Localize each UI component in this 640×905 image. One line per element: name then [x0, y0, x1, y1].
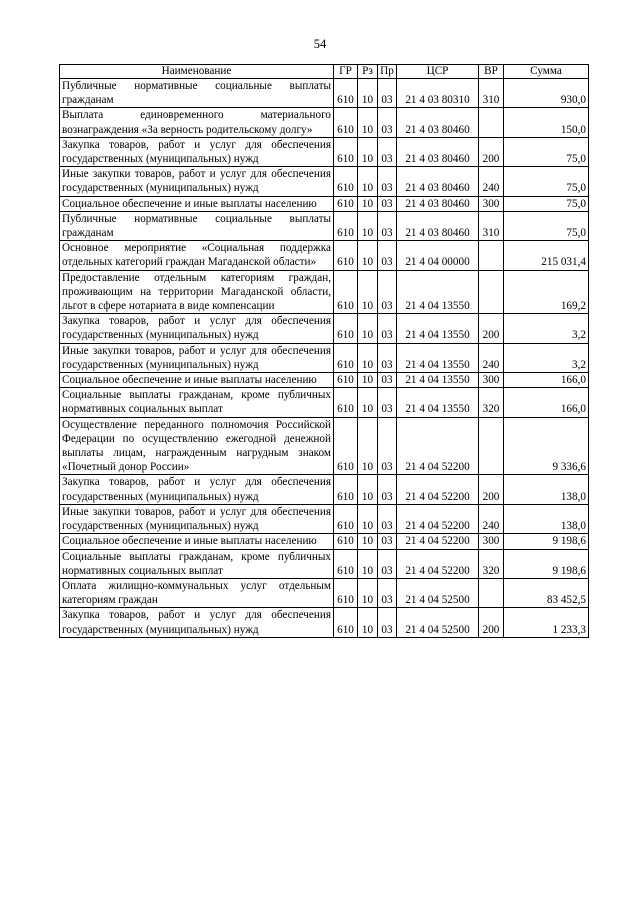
cell-pr: 03 — [378, 137, 397, 166]
table-row — [60, 196, 589, 211]
cell-sum: 169,2 — [504, 270, 589, 314]
budget-table — [59, 64, 589, 638]
table-row — [60, 108, 589, 137]
cell-csr: 21 4 04 13550 — [397, 270, 479, 314]
cell-sum: 9 336,6 — [504, 417, 589, 475]
cell-pr: 03 — [378, 608, 397, 637]
cell-rz: 10 — [358, 373, 378, 388]
header-name: Наименование — [60, 65, 334, 79]
cell-pr: 03 — [378, 167, 397, 196]
cell-gr: 610 — [334, 373, 358, 388]
cell-csr: 21 4 03 80460 — [397, 137, 479, 166]
table-row — [60, 417, 589, 475]
cell-rz: 10 — [358, 314, 378, 343]
cell-vr: 240 — [479, 167, 504, 196]
cell-sum: 138,0 — [504, 504, 589, 533]
cell-name: Публичные нормативные социальные выплаты гражданам — [60, 211, 334, 240]
cell-vr: 310 — [479, 211, 504, 240]
cell-vr: 200 — [479, 137, 504, 166]
cell-sum: 9 198,6 — [504, 534, 589, 549]
cell-gr: 610 — [334, 549, 358, 578]
table-row — [60, 241, 589, 270]
table-row — [60, 388, 589, 417]
table-row — [60, 137, 589, 166]
cell-name: Публичные нормативные социальные выплаты гражданам — [60, 79, 334, 108]
cell-gr: 610 — [334, 578, 358, 607]
cell-gr: 610 — [334, 167, 358, 196]
cell-name: Осуществление переданного полномочия Российской Федерации по осуществлению ежегодной денежной выплаты лицам, награжденным нагрудным знаком «Почетный донор России» — [60, 417, 334, 475]
cell-name: Закупка товаров, работ и услуг для обеспечения государственных (муниципальных) нужд — [60, 314, 334, 343]
cell-gr: 610 — [334, 137, 358, 166]
table-header-row — [60, 65, 589, 79]
cell-rz: 10 — [358, 270, 378, 314]
cell-pr: 03 — [378, 475, 397, 504]
table-row — [60, 578, 589, 607]
cell-pr: 03 — [378, 373, 397, 388]
cell-sum: 83 452,5 — [504, 578, 589, 607]
cell-name: Предоставление отдельным категориям граждан, проживающим на территории Магаданской области, льгот в сфере нотариата в виде компенсации — [60, 270, 334, 314]
cell-sum: 75,0 — [504, 196, 589, 211]
cell-csr: 21 4 04 52200 — [397, 549, 479, 578]
cell-name: Социальное обеспечение и иные выплаты населению — [60, 534, 334, 549]
cell-pr: 03 — [378, 504, 397, 533]
cell-vr: 310 — [479, 79, 504, 108]
cell-csr: 21 4 04 52200 — [397, 417, 479, 475]
cell-gr: 610 — [334, 241, 358, 270]
cell-rz: 10 — [358, 578, 378, 607]
cell-sum: 215 031,4 — [504, 241, 589, 270]
cell-csr: 21 4 04 52200 — [397, 475, 479, 504]
cell-sum: 1 233,3 — [504, 608, 589, 637]
header-vr: ВР — [479, 65, 504, 79]
cell-csr: 21 4 03 80460 — [397, 196, 479, 211]
table-row — [60, 373, 589, 388]
cell-pr: 03 — [378, 343, 397, 372]
cell-csr: 21 4 04 13550 — [397, 388, 479, 417]
cell-sum: 930,0 — [504, 79, 589, 108]
cell-gr: 610 — [334, 79, 358, 108]
table-row — [60, 475, 589, 504]
cell-sum: 166,0 — [504, 373, 589, 388]
cell-gr: 610 — [334, 417, 358, 475]
cell-sum: 9 198,6 — [504, 549, 589, 578]
cell-name: Иные закупки товаров, работ и услуг для обеспечения государственных (муниципальных) нужд — [60, 504, 334, 533]
cell-gr: 610 — [334, 343, 358, 372]
cell-rz: 10 — [358, 167, 378, 196]
table-row — [60, 549, 589, 578]
cell-name: Закупка товаров, работ и услуг для обеспечения государственных (муниципальных) нужд — [60, 475, 334, 504]
table-row — [60, 314, 589, 343]
cell-name: Оплата жилищно-коммунальных услуг отдельным категориям граждан — [60, 578, 334, 607]
cell-pr: 03 — [378, 79, 397, 108]
cell-csr: 21 4 04 52500 — [397, 578, 479, 607]
cell-gr: 610 — [334, 534, 358, 549]
cell-name: Закупка товаров, работ и услуг для обеспечения государственных (муниципальных) нужд — [60, 137, 334, 166]
cell-vr: 200 — [479, 608, 504, 637]
cell-sum: 3,2 — [504, 314, 589, 343]
cell-rz: 10 — [358, 504, 378, 533]
cell-sum: 138,0 — [504, 475, 589, 504]
cell-name: Социальное обеспечение и иные выплаты населению — [60, 373, 334, 388]
cell-name: Основное мероприятие «Социальная поддержка отдельных категорий граждан Магаданской области» — [60, 241, 334, 270]
cell-rz: 10 — [358, 241, 378, 270]
header-rz: Рз — [358, 65, 378, 79]
cell-gr: 610 — [334, 504, 358, 533]
table-row — [60, 504, 589, 533]
cell-rz: 10 — [358, 137, 378, 166]
cell-sum: 75,0 — [504, 211, 589, 240]
cell-gr: 610 — [334, 270, 358, 314]
cell-name: Социальные выплаты гражданам, кроме публичных нормативных социальных выплат — [60, 388, 334, 417]
table-row — [60, 343, 589, 372]
cell-name: Закупка товаров, работ и услуг для обеспечения государственных (муниципальных) нужд — [60, 608, 334, 637]
cell-csr: 21 4 03 80460 — [397, 167, 479, 196]
cell-csr: 21 4 04 13550 — [397, 373, 479, 388]
cell-vr: 240 — [479, 343, 504, 372]
cell-vr: 200 — [479, 314, 504, 343]
cell-sum: 3,2 — [504, 343, 589, 372]
cell-sum: 75,0 — [504, 137, 589, 166]
cell-csr: 21 4 04 52500 — [397, 608, 479, 637]
cell-vr — [479, 578, 504, 607]
cell-rz: 10 — [358, 343, 378, 372]
cell-vr — [479, 241, 504, 270]
cell-name: Выплата единовременного материального вознаграждения «За верность родительскому долгу» — [60, 108, 334, 137]
cell-gr: 610 — [334, 608, 358, 637]
cell-csr: 21 4 04 00000 — [397, 241, 479, 270]
cell-rz: 10 — [358, 196, 378, 211]
header-pr: Пр — [378, 65, 397, 79]
cell-vr: 300 — [479, 534, 504, 549]
cell-pr: 03 — [378, 417, 397, 475]
cell-gr: 610 — [334, 314, 358, 343]
cell-pr: 03 — [378, 270, 397, 314]
cell-csr: 21 4 03 80460 — [397, 211, 479, 240]
cell-rz: 10 — [358, 608, 378, 637]
cell-pr: 03 — [378, 211, 397, 240]
cell-pr: 03 — [378, 108, 397, 137]
cell-sum: 150,0 — [504, 108, 589, 137]
cell-csr: 21 4 04 52200 — [397, 504, 479, 533]
cell-gr: 610 — [334, 211, 358, 240]
cell-pr: 03 — [378, 549, 397, 578]
cell-vr: 200 — [479, 475, 504, 504]
cell-pr: 03 — [378, 196, 397, 211]
cell-rz: 10 — [358, 211, 378, 240]
cell-vr: 320 — [479, 388, 504, 417]
header-sum: Сумма — [504, 65, 589, 79]
cell-rz: 10 — [358, 108, 378, 137]
cell-csr: 21 4 04 52200 — [397, 534, 479, 549]
cell-pr: 03 — [378, 241, 397, 270]
header-gr: ГР — [334, 65, 358, 79]
cell-pr: 03 — [378, 578, 397, 607]
table-row — [60, 534, 589, 549]
cell-vr — [479, 108, 504, 137]
cell-rz: 10 — [358, 417, 378, 475]
cell-name: Иные закупки товаров, работ и услуг для обеспечения государственных (муниципальных) нужд — [60, 343, 334, 372]
table-row — [60, 79, 589, 108]
cell-name: Социальные выплаты гражданам, кроме публичных нормативных социальных выплат — [60, 549, 334, 578]
table-body — [60, 79, 589, 638]
cell-sum: 166,0 — [504, 388, 589, 417]
cell-pr: 03 — [378, 314, 397, 343]
table-row — [60, 211, 589, 240]
cell-gr: 610 — [334, 475, 358, 504]
cell-csr: 21 4 04 13550 — [397, 314, 479, 343]
cell-vr — [479, 417, 504, 475]
cell-vr: 320 — [479, 549, 504, 578]
cell-name: Иные закупки товаров, работ и услуг для обеспечения государственных (муниципальных) нужд — [60, 167, 334, 196]
cell-csr: 21 4 03 80460 — [397, 108, 479, 137]
cell-vr — [479, 270, 504, 314]
header-csr: ЦСР — [397, 65, 479, 79]
cell-vr: 300 — [479, 196, 504, 211]
cell-vr: 300 — [479, 373, 504, 388]
cell-csr: 21 4 03 80310 — [397, 79, 479, 108]
cell-pr: 03 — [378, 388, 397, 417]
cell-rz: 10 — [358, 388, 378, 417]
cell-rz: 10 — [358, 549, 378, 578]
cell-vr: 240 — [479, 504, 504, 533]
cell-rz: 10 — [358, 79, 378, 108]
table-row — [60, 270, 589, 314]
cell-name: Социальное обеспечение и иные выплаты населению — [60, 196, 334, 211]
cell-rz: 10 — [358, 475, 378, 504]
cell-sum: 75,0 — [504, 167, 589, 196]
cell-rz: 10 — [358, 534, 378, 549]
page-number: 54 — [313, 37, 327, 51]
cell-csr: 21 4 04 13550 — [397, 343, 479, 372]
cell-gr: 610 — [334, 388, 358, 417]
cell-pr: 03 — [378, 534, 397, 549]
cell-gr: 610 — [334, 196, 358, 211]
table-row — [60, 608, 589, 637]
cell-gr: 610 — [334, 108, 358, 137]
table-row — [60, 167, 589, 196]
